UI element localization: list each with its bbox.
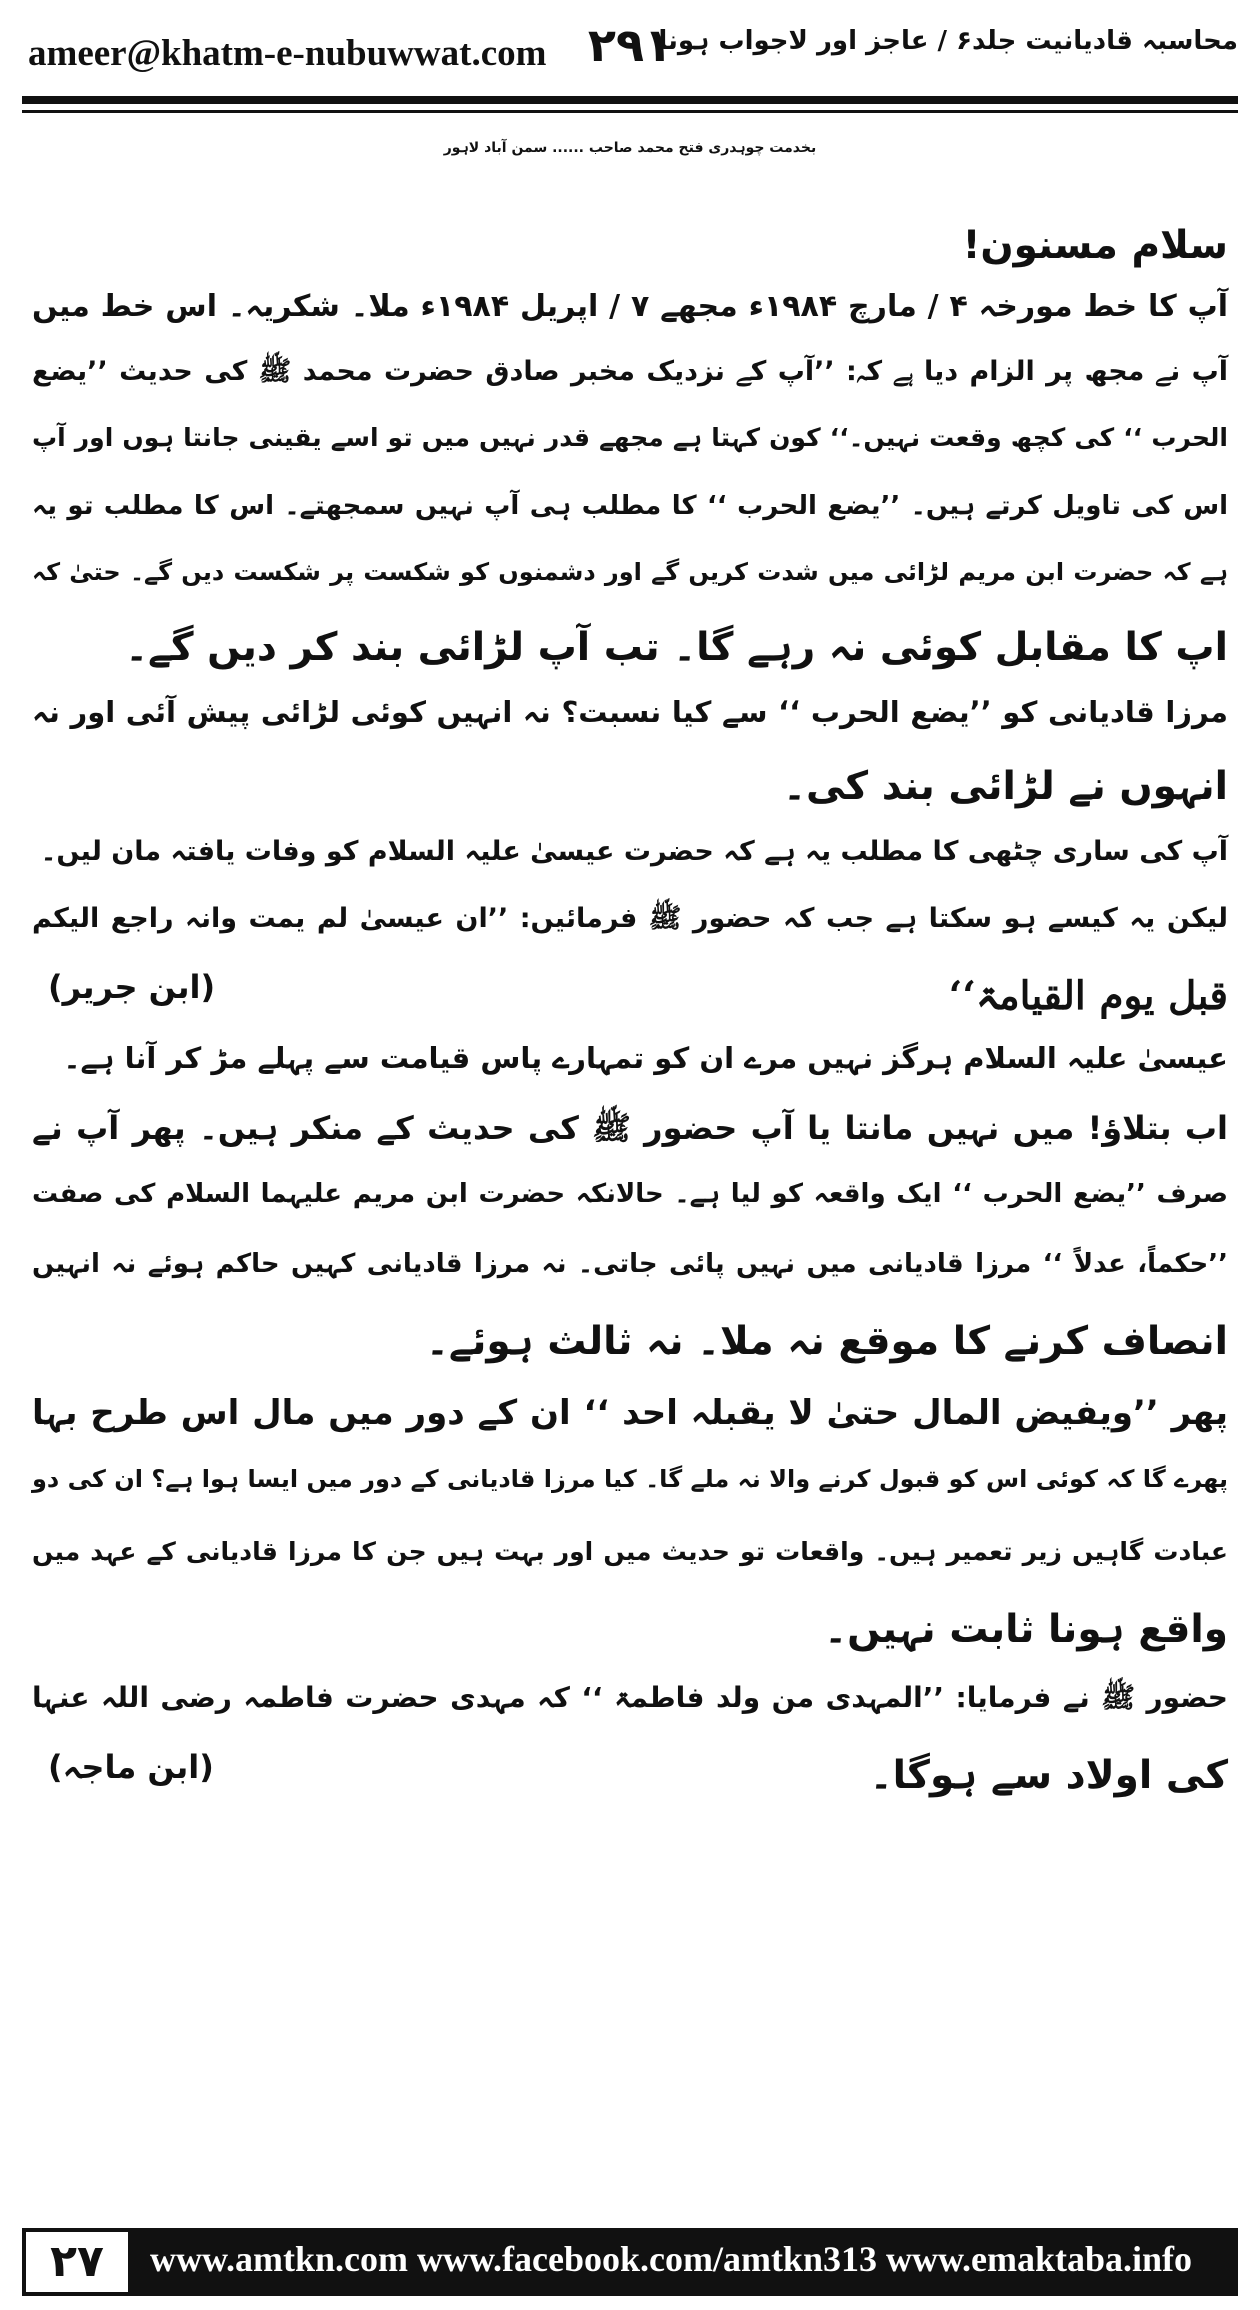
body-line: صرف ’’یضع الحرب ‘‘ ایک واقعہ کو لیا ہے۔ حالانکہ حضرت ابن مریم علیہما السلام کی صفت <box>32 1179 1228 1209</box>
reference-ibn-majah: (ابن ماجہ) <box>48 1748 214 1786</box>
body-line: کی اولاد سے ہوگا۔ <box>869 1753 1228 1798</box>
body-line: آپ کی ساری چٹھی کا مطلب یہ ہے کہ حضرت عیسیٰ علیہ السلام کو وفات یافتہ مان لیں۔ <box>40 836 1228 867</box>
page-header <box>0 0 1260 92</box>
letter-salutation: سلام مسنون! <box>962 223 1228 268</box>
body-line: واقع ہونا ثابت نہیں۔ <box>824 1607 1228 1652</box>
body-line: قبل یوم القیامۃ‘‘ <box>948 973 1228 1019</box>
body-line: عبادت گاہیں زیر تعمیر ہیں۔ واقعات تو حدیث میں اور بہت ہیں جن کا مرزا قادیانی کے عہد میں <box>32 1537 1228 1566</box>
body-line: حضور ﷺ نے فرمایا: ’’المہدی من ولد فاطمۃ ‘‘ کہ مہدی حضرت فاطمہ رضی اللہ عنہا <box>32 1681 1228 1714</box>
page-footer <box>22 2228 1238 2296</box>
body-line: مرزا قادیانی کو ’’یضع الحرب ‘‘ سے کیا نسبت؟ نہ انہیں کوئی لڑائی پیش آئی اور نہ <box>32 695 1228 729</box>
body-line: الحرب ‘‘ کی کچھ وقعت نہیں۔‘‘ کون کہتا ہے مجھے قدر نہیں میں تو اسے یقینی جانتا ہوں اور آپ <box>32 423 1228 452</box>
body-line: آپ نے مجھ پر الزام دیا ہے کہ: ’’آپ کے نزدیک مخبر صادق حضرت محمد ﷺ کی حدیث ’’یضع <box>32 356 1228 387</box>
body-line: ’’حکماً، عدلاً ‘‘ مرزا قادیانی میں نہیں پائی جاتی۔ نہ مرزا قادیانی کہیں حاکم ہوئے نہ انہیں <box>32 1249 1228 1279</box>
body-line: انہوں نے لڑائی بند کی۔ <box>783 764 1228 809</box>
body-line: اس کی تاویل کرتے ہیں۔ ’’یضع الحرب ‘‘ کا مطلب ہی آپ نہیں سمجھتے۔ اس کا مطلب تو یہ <box>32 491 1228 521</box>
header-page-number: ۲۹۱ <box>587 18 673 72</box>
body-line: لیکن یہ کیسے ہو سکتا ہے جب کہ حضور ﷺ فرمائیں: ’’ان عیسیٰ لم یمت وانہ راجع الیکم <box>32 903 1228 934</box>
body-line: عیسیٰ علیہ السلام ہرگز نہیں مرے ان کو تمہارے پاس قیامت سے پہلے مڑ کر آنا ہے۔ <box>63 1041 1228 1075</box>
body-line: اپ کا مقابل کوئی نہ رہے گا۔ تب آپ لڑائی بند کر دیں گے۔ <box>125 625 1228 670</box>
reference-ibn-jarir: (ابن جریر) <box>48 968 216 1006</box>
body-line: اب بتلاؤ! میں نہیں مانتا یا آپ حضور ﷺ کی حدیث کے منکر ہیں۔ پھر آپ نے <box>32 1109 1228 1147</box>
body-line: انصاف کرنے کا موقع نہ ملا۔ نہ ثالث ہوئے۔ <box>425 1319 1228 1364</box>
body-line: آپ کا خط مورخہ ۴ / مارچ ۱۹۸۴ء مجھے ۷ / اپریل ۱۹۸۴ء ملا۔ شکریہ۔ اس خط میں <box>32 289 1229 324</box>
body-line: پھر ’’ویفیض المال حتیٰ لا یقبلہ احد ‘‘ ان کے دور میں مال اس طرح بہا <box>32 1393 1228 1433</box>
body-line: پھرے گا کہ کوئی اس کو قبول کرنے والا نہ ملے گا۔ کیا مرزا قادیانی کے دور میں ایسا ہوا ہے؟ ان کی دو <box>32 1465 1228 1493</box>
header-rule-thick <box>22 96 1238 104</box>
header-email[interactable]: ameer@khatm-e-nubuwwat.com <box>28 33 547 74</box>
body-line: ہے کہ حضرت ابن مریم لڑائی میں شدت کریں گے اور دشمنوں کو شکست پر شکست دیں گے۔ حتیٰ کہ <box>32 558 1228 586</box>
header-rule-thin <box>22 110 1238 113</box>
footer-page-number: ۲۷ <box>22 2228 132 2296</box>
letter-addressee: بخدمت چوہدری فتح محمد صاحب ...... سمن آباد لاہور <box>443 140 817 156</box>
header-title: محاسبہ قادیانیت جلد۶ / عاجز اور لاجواب ہونا <box>658 26 1238 56</box>
footer-links[interactable]: www.amtkn.com www.facebook.com/amtkn313 www.emaktaba.info <box>150 2239 1192 2279</box>
